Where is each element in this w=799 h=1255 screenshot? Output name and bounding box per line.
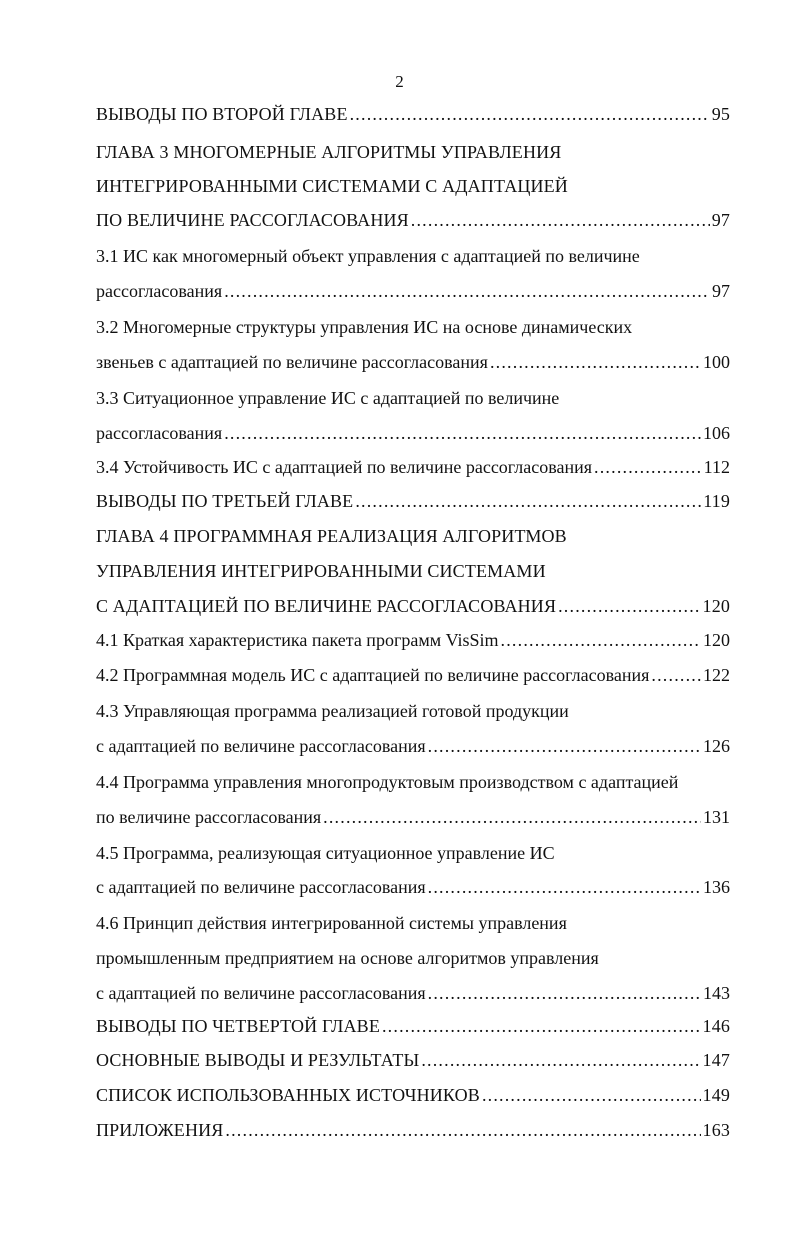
toc-entry-conclusions-ch3[interactable] [96,487,730,515]
toc-entry-title: СПИСОК ИСПОЛЬЗОВАННЫХ ИСТОЧНИКОВ [96,1085,480,1105]
toc-entry-section-4-3[interactable] [96,732,730,760]
toc-entry-conclusions-ch2[interactable] [96,100,730,128]
dot-leader [651,661,701,689]
toc-entry-section-3-2[interactable] [96,348,730,376]
toc-entry-section-4-1[interactable] [96,626,730,654]
toc-entry-conclusions-ch4[interactable] [96,1012,730,1040]
dot-leader [224,419,701,447]
toc-page-number: 131 [703,807,730,827]
toc-page-number: 147 [702,1050,730,1070]
dot-leader [421,1046,700,1074]
toc-entry-title: с адаптацией по величине рассогласования [96,736,426,756]
toc-entry-title: с адаптацией по величине рассогласования [96,983,426,1003]
toc-section-4-6-line1[interactable]: 4.6 Принцип действия интегрированной системы управления [96,913,567,933]
toc-entry-section-4-2[interactable] [96,661,730,689]
dot-leader [411,206,710,234]
toc-entry-title: рассогласования [96,281,223,301]
dot-leader [382,1012,701,1040]
toc-entry-title: ВЫВОДЫ ПО ТРЕТЬЕЙ ГЛАВЕ [96,491,354,511]
toc-entry-appendices[interactable] [96,1116,730,1144]
toc-entry-main-conclusions[interactable] [96,1046,730,1074]
toc-entry-section-3-3[interactable] [96,419,730,447]
toc-entry-references[interactable] [96,1081,730,1109]
toc-entry-title: 4.1 Краткая характеристика пакета программ VisSim [96,630,499,650]
toc-entry-chapter4[interactable] [96,592,730,620]
toc-entry-title: ВЫВОДЫ ПО ЧЕТВЕРТОЙ ГЛАВЕ [96,1016,380,1036]
dot-leader [355,487,701,515]
toc-page-number: 120 [702,596,730,616]
dot-leader [224,277,710,305]
toc-section-4-3-line1[interactable]: 4.3 Управляющая программа реализацией готовой продукции [96,701,569,721]
toc-entry-section-3-1[interactable] [96,277,730,305]
toc-entry-section-3-4[interactable] [96,453,730,481]
toc-page-number: 112 [703,457,730,477]
toc-entry-title: ОСНОВНЫЕ ВЫВОДЫ И РЕЗУЛЬТАТЫ [96,1050,420,1070]
toc-page-number: 100 [703,352,730,372]
toc-page-number: 97 [712,281,730,301]
dot-leader [501,626,701,654]
toc-entry-section-4-4[interactable] [96,803,730,831]
dot-leader [428,979,701,1007]
dot-leader [490,348,701,376]
toc-entry-title: по величине рассогласования [96,807,322,827]
toc-entry-title: С АДАПТАЦИЕЙ ПО ВЕЛИЧИНЕ РАССОГЛАСОВАНИЯ [96,596,557,616]
toc-page-number: 163 [702,1120,730,1140]
toc-page-number: 143 [703,983,730,1003]
toc-chapter3-title-line1[interactable]: ГЛАВА 3 МНОГОМЕРНЫЕ АЛГОРИТМЫ УПРАВЛЕНИЯ [96,142,562,162]
toc-entry-chapter3[interactable] [96,206,730,234]
dot-leader [558,592,700,620]
toc-section-3-2-line1[interactable]: 3.2 Многомерные структуры управления ИС на основе динамических [96,317,633,337]
toc-chapter3-title-line2[interactable]: ИНТЕГРИРОВАННЫМИ СИСТЕМАМИ С АДАПТАЦИЕЙ [96,176,568,196]
toc-section-4-6-line2[interactable]: промышленным предприятием на основе алгоритмов управления [96,948,599,968]
toc-chapter4-title-line2[interactable]: УПРАВЛЕНИЯ ИНТЕГРИРОВАННЫМИ СИСТЕМАМИ [96,561,546,581]
toc-entry-title: звеньев с адаптацией по величине рассогласования [96,352,488,372]
dot-leader [428,873,701,901]
toc-section-3-3-line1[interactable]: 3.3 Ситуационное управление ИС с адаптацией по величине [96,388,560,408]
toc-section-3-1-line1[interactable]: 3.1 ИС как многомерный объект управления с адаптацией по величине [96,246,640,266]
toc-entry-title: рассогласования [96,423,223,443]
toc-page-number: 106 [703,423,730,443]
toc-entry-title: 4.2 Программная модель ИС с адаптацией по величине рассогласования [96,665,650,685]
toc-page-number: 95 [711,104,730,124]
toc-entry-section-4-6[interactable] [96,979,730,1007]
toc-entry-title: с адаптацией по величине рассогласования [96,877,426,897]
page-number: 2 [395,72,404,91]
dot-leader [594,453,702,481]
toc-page-number: 126 [703,736,730,756]
toc-entry-title: 3.4 Устойчивость ИС с адаптацией по величине рассогласования [96,457,593,477]
toc-section-4-5-line1[interactable]: 4.5 Программа, реализующая ситуационное управление ИС [96,843,555,863]
toc-page-number: 119 [703,491,730,511]
toc-entry-title: ПРИЛОЖЕНИЯ [96,1120,224,1140]
toc-entry-title: ПО ВЕЛИЧИНЕ РАССОГЛАСОВАНИЯ [96,210,409,230]
toc-entry-section-4-5[interactable] [96,873,730,901]
toc-page-number: 149 [702,1085,730,1105]
toc-chapter4-title-line1[interactable]: ГЛАВА 4 ПРОГРАММНАЯ РЕАЛИЗАЦИЯ АЛГОРИТМОВ [96,526,567,546]
dot-leader [482,1081,701,1109]
toc-section-4-4-line1[interactable]: 4.4 Программа управления многопродуктовым производством с адаптацией [96,772,679,792]
dot-leader [323,803,701,831]
toc-page-number: 136 [703,877,730,897]
dot-leader [428,732,701,760]
toc-entry-title: ВЫВОДЫ ПО ВТОРОЙ ГЛАВЕ [96,104,348,124]
toc-page-number: 97 [711,210,730,230]
toc-page-number: 122 [703,665,730,685]
dot-leader [350,100,710,128]
dot-leader [225,1116,700,1144]
toc-page-number: 120 [703,630,730,650]
toc-page-number: 146 [702,1016,730,1036]
